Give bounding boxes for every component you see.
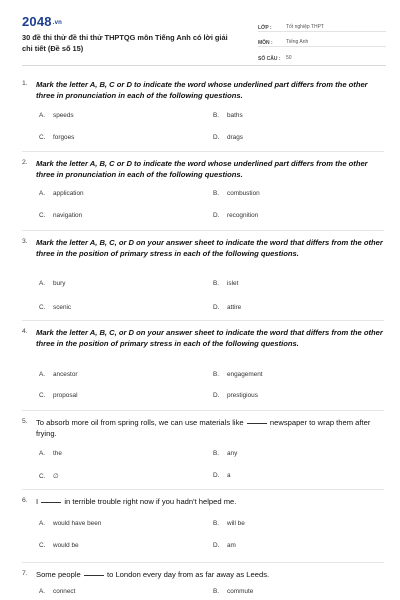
question-5: [22, 418, 384, 480]
meta-label: LỚP :: [258, 25, 272, 31]
option-text: baths: [227, 112, 243, 119]
option-d[interactable]: [213, 392, 258, 399]
document-meta: [258, 17, 386, 62]
option-a[interactable]: [39, 112, 74, 119]
option-letter: C.: [39, 212, 46, 219]
page-header: [22, 0, 386, 66]
document-title: 30 đề thi thử đề thi thử THPTQG môn Tiếng Anh có lời giải chi tiết (Đề số 15): [22, 33, 228, 53]
option-text: engagement: [227, 371, 263, 378]
question-number: 1.: [22, 80, 28, 87]
option-text: prestigious: [227, 392, 258, 399]
option-text: connect: [53, 588, 76, 595]
question-divider: [22, 410, 384, 411]
option-letter: B.: [213, 371, 220, 378]
option-text: islet: [227, 280, 239, 287]
option-text: speeds: [53, 112, 74, 119]
option-b[interactable]: [213, 520, 245, 527]
option-letter: C.: [39, 392, 46, 399]
option-letter: B.: [213, 190, 220, 197]
option-text: scenic: [53, 304, 72, 311]
option-text: recognition: [227, 212, 259, 219]
option-c[interactable]: [39, 542, 79, 549]
option-letter: A.: [39, 450, 46, 457]
question-number: 4.: [22, 328, 28, 335]
question-divider: [22, 562, 384, 563]
question-text-before: I: [36, 497, 39, 506]
option-letter: A.: [39, 371, 46, 378]
site-logo[interactable]: [22, 14, 232, 29]
question-text: [36, 418, 384, 439]
question-text: [36, 570, 384, 581]
option-a[interactable]: [39, 190, 84, 197]
option-text: drags: [227, 134, 243, 141]
question-divider: [22, 320, 384, 321]
header-left: [22, 14, 232, 54]
option-text: ancestor: [53, 371, 78, 378]
option-letter: D.: [213, 134, 220, 141]
option-b[interactable]: [213, 190, 260, 197]
option-letter: A.: [39, 588, 46, 595]
option-a[interactable]: [39, 520, 101, 527]
meta-value: Tiếng Anh: [286, 39, 309, 45]
option-d[interactable]: [213, 472, 231, 479]
option-text: ∅: [53, 473, 59, 480]
option-letter: B.: [213, 520, 220, 527]
option-letter: B.: [213, 450, 220, 457]
logo-text: 2048: [22, 14, 52, 29]
question-4: [22, 328, 384, 399]
meta-value: 50: [286, 55, 292, 61]
option-b[interactable]: [213, 280, 238, 287]
question-6: [22, 497, 384, 549]
question-divider: [22, 489, 384, 490]
option-letter: D.: [213, 392, 220, 399]
option-letter: C.: [39, 542, 46, 549]
question-text-after: newspaper to wrap them after frying.: [36, 418, 371, 438]
question-number: 5.: [22, 418, 28, 425]
option-letter: A.: [39, 520, 46, 527]
question-number: 3.: [22, 238, 28, 245]
question-2: [22, 159, 384, 219]
option-d[interactable]: [213, 304, 241, 311]
option-b[interactable]: [213, 588, 253, 595]
option-text: forgoes: [53, 134, 75, 141]
question-1: [22, 80, 384, 141]
option-letter: C.: [39, 473, 46, 480]
option-c[interactable]: [39, 212, 82, 219]
question-text-after: in terrible trouble right now if you hadn't helped me.: [64, 497, 237, 506]
meta-row-subject: [258, 32, 386, 47]
meta-value: Tốt nghiệp THPT: [286, 24, 324, 30]
option-text: bury: [53, 280, 66, 287]
question-number: 2.: [22, 159, 28, 166]
option-text: navigation: [53, 212, 83, 219]
option-text: will be: [227, 520, 245, 527]
question-text: [36, 497, 384, 508]
option-d[interactable]: [213, 134, 243, 141]
question-7: [22, 570, 384, 595]
question-text-before: Some people: [36, 570, 81, 579]
option-a[interactable]: [39, 280, 65, 287]
option-text: commute: [227, 588, 254, 595]
option-b[interactable]: [213, 371, 263, 378]
option-c[interactable]: [39, 392, 78, 399]
option-letter: B.: [213, 588, 220, 595]
option-text: the: [53, 450, 62, 457]
answer-blank: [247, 423, 267, 424]
question-text-before: To absorb more oil from spring rolls, we can use materials like: [36, 418, 244, 427]
option-b[interactable]: [213, 450, 237, 457]
answer-blank: [41, 502, 61, 503]
option-letter: A.: [39, 280, 46, 287]
meta-row-class: [258, 17, 386, 32]
answer-blank: [84, 575, 104, 576]
option-text: a: [227, 472, 231, 479]
option-c[interactable]: [39, 134, 74, 141]
option-letter: B.: [213, 280, 220, 287]
option-text: attire: [227, 304, 242, 311]
option-text: would be: [53, 542, 79, 549]
option-a[interactable]: [39, 588, 75, 595]
option-c[interactable]: [39, 472, 59, 480]
option-d[interactable]: [213, 212, 258, 219]
option-a[interactable]: [39, 371, 78, 378]
option-letter: D.: [213, 304, 220, 311]
option-letter: A.: [39, 112, 46, 119]
question-3: [22, 238, 384, 311]
option-letter: D.: [213, 472, 220, 479]
question-text-after: to London every day from as far away as Leeds.: [107, 570, 270, 579]
option-letter: D.: [213, 542, 220, 549]
option-letter: A.: [39, 190, 46, 197]
option-letter: D.: [213, 212, 220, 219]
meta-label: SỐ CÂU :: [258, 56, 281, 62]
question-text: Mark the letter A, B, C, or D on your answer sheet to indicate the word that differs from the other three in the position of primary stress in each of the following questions.: [36, 238, 383, 258]
question-text: Mark the letter A, B, C or D to indicate the word whose underlined part differs from the other three in pronunciation in each of the following questions.: [36, 80, 368, 100]
meta-row-count: [258, 47, 386, 62]
option-letter: C.: [39, 304, 46, 311]
option-text: am: [227, 542, 236, 549]
question-text: Mark the letter A, B, C or D to indicate the word whose underlined part differs from the other three in pronunciation in each of the following questions.: [36, 159, 368, 179]
option-d[interactable]: [213, 542, 236, 549]
question-divider: [22, 151, 384, 152]
option-c[interactable]: [39, 304, 71, 311]
question-number: 7.: [22, 570, 28, 577]
option-text: would have been: [53, 520, 102, 527]
option-text: combustion: [227, 190, 260, 197]
option-b[interactable]: [213, 112, 243, 119]
option-letter: C.: [39, 134, 46, 141]
question-text: Mark the letter A, B, C, or D on your answer sheet to indicate the word that differs from the other three in the position of primary stress in each of the following questions.: [36, 328, 383, 348]
logo-suffix: .vn: [52, 20, 63, 26]
option-letter: B.: [213, 112, 220, 119]
meta-label: MÔN :: [258, 40, 273, 46]
option-text: application: [53, 190, 84, 197]
option-a[interactable]: [39, 450, 62, 457]
question-number: 6.: [22, 497, 28, 504]
option-text: any: [227, 450, 238, 457]
option-text: proposal: [53, 392, 78, 399]
question-divider: [22, 230, 384, 231]
